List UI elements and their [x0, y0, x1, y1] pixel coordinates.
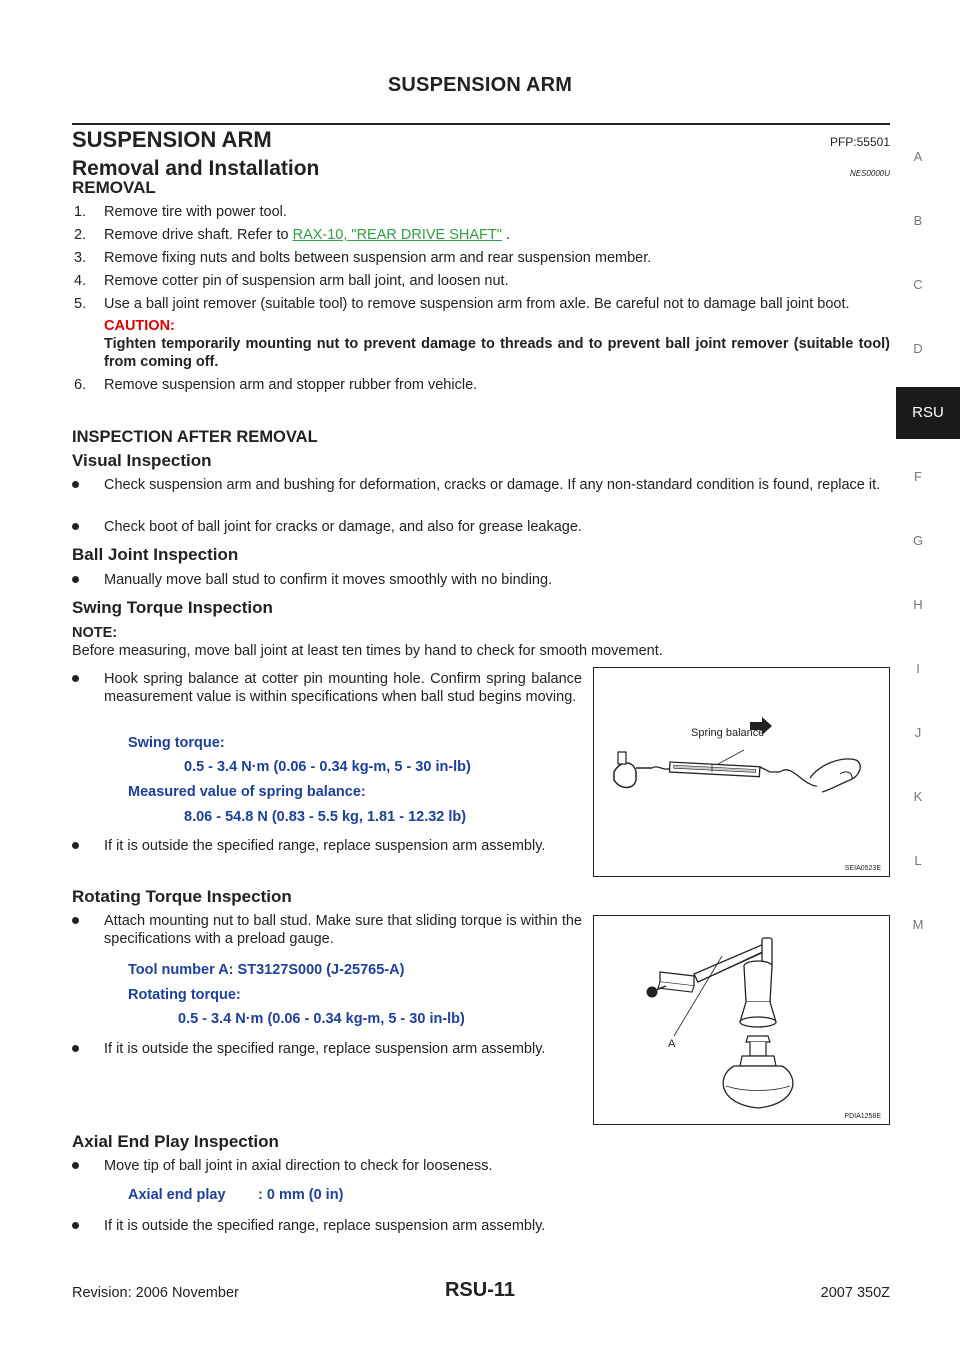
- swing-bullet-2: If it is outside the specified range, replace suspension arm assembly.: [72, 837, 584, 875]
- index-j[interactable]: J: [914, 725, 922, 740]
- spring-balance-callout: Spring balance: [691, 727, 765, 739]
- bullet-icon: [72, 842, 79, 849]
- swing-bullet-1: Hook spring balance at cotter pin mounting hole. Confirm spring balance measurement value is within specifications when ball stud begins moving.: [72, 670, 584, 726]
- footer-model: 2007 350Z: [820, 1285, 890, 1301]
- spring-balance-label: Measured value of spring balance:: [128, 784, 366, 800]
- bullet-icon: [72, 1045, 79, 1052]
- bullet-icon: [72, 675, 79, 682]
- step-1: 1. Remove tire with power tool.: [74, 204, 287, 220]
- index-c[interactable]: C: [913, 277, 923, 292]
- spring-balance-value: 8.06 - 54.8 N (0.83 - 5.5 kg, 1.81 - 12.32 lb): [184, 809, 467, 825]
- index-f[interactable]: F: [914, 469, 922, 484]
- footer-page-number: RSU-11: [444, 1279, 516, 1301]
- rotating-torque-label: Rotating torque:: [128, 987, 241, 1003]
- bullet-icon: [72, 523, 79, 530]
- swing-torque-value: 0.5 - 3.4 N·m (0.06 - 0.34 kg-m, 5 - 30 in-lb): [184, 759, 471, 775]
- removal-heading: REMOVAL: [72, 178, 156, 197]
- rax-link[interactable]: RAX-10, "REAR DRIVE SHAFT": [292, 227, 502, 243]
- axial-bullet-2: If it is outside the specified range, replace suspension arm assembly.: [72, 1217, 890, 1237]
- tab-rsu[interactable]: RSU: [896, 387, 960, 439]
- rotating-bullet-2: If it is outside the specified range, replace suspension arm assembly.: [72, 1040, 584, 1078]
- index-g[interactable]: G: [912, 533, 924, 548]
- preload-gauge-illustration: [594, 916, 889, 1124]
- bullet-icon: [72, 1162, 79, 1169]
- running-header: SUSPENSION ARM: [387, 74, 573, 96]
- index-a[interactable]: A: [913, 149, 923, 164]
- swing-torque-label: Swing torque:: [128, 735, 225, 751]
- axial-heading: Axial End Play Inspection: [72, 1132, 279, 1151]
- bullet-icon: [72, 576, 79, 583]
- header-rule: [72, 123, 890, 125]
- rotating-bullet-1: Attach mounting nut to ball stud. Make sure that sliding torque is within the specifications with a preload gauge.: [72, 912, 584, 950]
- index-d[interactable]: D: [913, 341, 923, 356]
- axial-end-play-value: : 0 mm (0 in): [258, 1187, 344, 1203]
- visual-bullet-1: Check suspension arm and bushing for deformation, cracks or damage. If any non-standard condition is found, replace it.: [72, 476, 890, 516]
- figure-spring-balance: [593, 667, 890, 877]
- caution-text: Tighten temporarily mounting nut to prevent damage to threads and to prevent ball joint remover (suitable tool) from coming off.: [104, 336, 890, 370]
- figure-id: PDIA1258E: [844, 1113, 881, 1120]
- axial-end-play-label: Axial end play: [128, 1187, 226, 1203]
- ball-joint-heading: Ball Joint Inspection: [72, 545, 239, 564]
- bullet-icon: [72, 1222, 79, 1229]
- footer-revision: Revision: 2006 November: [72, 1285, 239, 1301]
- caution-label: CAUTION:: [104, 318, 175, 334]
- step-3: 3. Remove fixing nuts and bolts between suspension arm and rear suspension member.: [74, 250, 652, 266]
- rotating-heading: Rotating Torque Inspection: [72, 887, 292, 906]
- step-5: 5. Use a ball joint remover (suitable tool) to remove suspension arm from axle. Be careful not to damage ball joint boot. CAUTION: Tighten temporarily mounting nut to prevent damage to threads and to prevent ball joint remover (suitable tool) from coming off.: [74, 296, 890, 370]
- visual-heading: Visual Inspection: [72, 451, 212, 470]
- step-2: 2. Remove drive shaft. Refer to RAX-10, "REAR DRIVE SHAFT" .: [74, 227, 510, 243]
- rotating-torque-value: 0.5 - 3.4 N·m (0.06 - 0.34 kg-m, 5 - 30 in-lb): [178, 1011, 465, 1027]
- axial-bullet-1: Move tip of ball joint in axial direction to check for looseness.: [72, 1157, 890, 1177]
- ball-bullet-1: Manually move ball stud to confirm it moves smoothly with no binding.: [72, 571, 890, 591]
- index-i[interactable]: I: [916, 661, 920, 676]
- bullet-icon: [72, 917, 79, 924]
- step-6: 6. Remove suspension arm and stopper rubber from vehicle.: [74, 377, 478, 393]
- section-title: SUSPENSION ARM: [72, 127, 272, 152]
- swing-heading: Swing Torque Inspection: [72, 598, 273, 617]
- subsection-title: Removal and Installation: [72, 157, 320, 180]
- index-m[interactable]: M: [912, 917, 924, 932]
- step-4: 4. Remove cotter pin of suspension arm ball joint, and loosen nut.: [74, 273, 509, 289]
- nes-code: NES0000U: [849, 169, 890, 178]
- note-text: Before measuring, move ball joint at least ten times by hand to check for smooth movement.: [72, 643, 663, 659]
- pfp-code: PFP:55501: [829, 135, 890, 149]
- index-l[interactable]: L: [914, 853, 922, 868]
- note-label: NOTE:: [72, 625, 118, 641]
- figure-preload-gauge: [593, 915, 890, 1125]
- tool-number: Tool number A: ST3127S000 (J-25765-A): [128, 962, 405, 978]
- spring-balance-illustration: [594, 668, 889, 876]
- index-k[interactable]: K: [913, 789, 923, 804]
- inspection-heading: INSPECTION AFTER REMOVAL: [72, 428, 318, 446]
- callout-a: A: [668, 1038, 676, 1050]
- index-b[interactable]: B: [913, 213, 923, 228]
- visual-bullet-2: Check boot of ball joint for cracks or damage, and also for grease leakage.: [72, 518, 890, 538]
- bullet-icon: [72, 481, 79, 488]
- removal-steps: [72, 203, 890, 399]
- figure-id: SEIA0523E: [844, 865, 881, 872]
- index-h[interactable]: H: [913, 597, 923, 612]
